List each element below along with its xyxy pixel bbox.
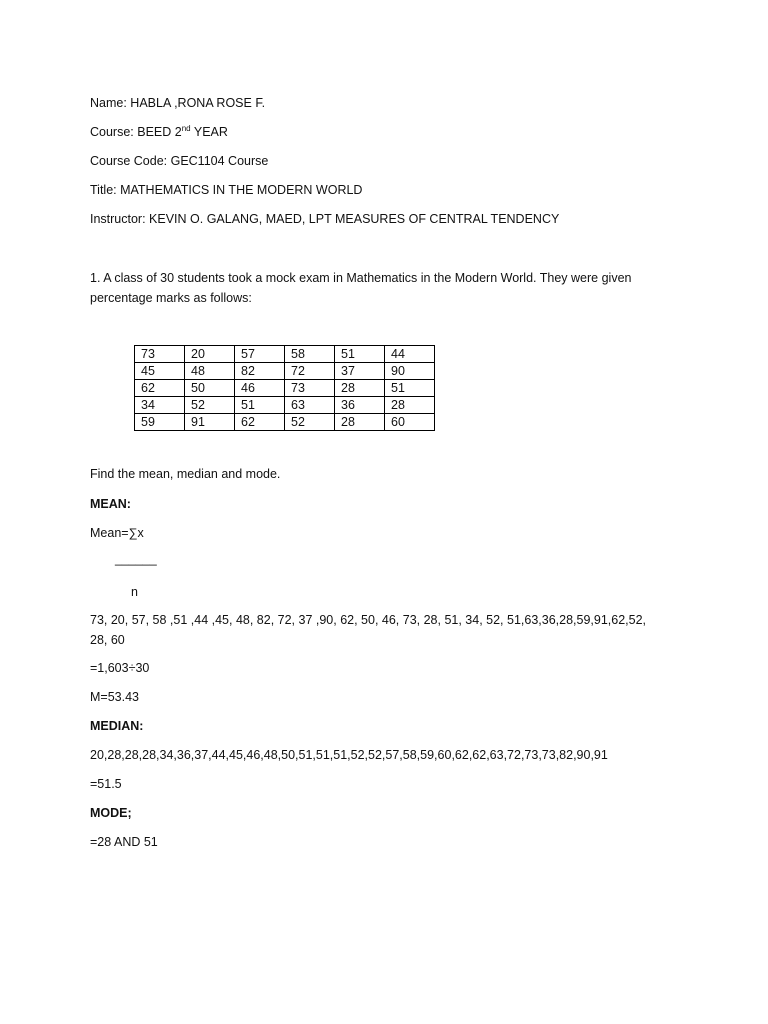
median-sorted-values: 20,28,28,28,34,36,37,44,45,46,48,50,51,51,51,52,52,57,58,59,60,62,62,63,72,73,73,82,90,91 [90, 748, 608, 762]
table-cell: 90 [385, 363, 435, 380]
table-cell: 73 [285, 380, 335, 397]
problem-instruction: Find the mean, median and mode. [90, 467, 281, 481]
table-row [135, 414, 435, 431]
table-cell: 91 [185, 414, 235, 431]
problem-statement: 1. A class of 30 students took a mock exam in Mathematics in the Modern World. They were given percentage marks as follows: [90, 271, 632, 305]
table-cell: 37 [335, 363, 385, 380]
table-cell: 50 [185, 380, 235, 397]
mean-formula-numerator: Mean=∑x [90, 526, 144, 540]
table-cell: 52 [285, 414, 335, 431]
table-row [135, 380, 435, 397]
mean-values: 73, 20, 57, 58 ,51 ,44 ,45, 48, 82, 72, 37 ,90, 62, 50, 46, 73, 28, 51, 34, 52, 51,63,36,28,59,91,62,52, 28, 60 [90, 613, 647, 647]
mean-formula-denominator: n [131, 585, 138, 599]
table-row [135, 363, 435, 380]
table-cell: 20 [185, 346, 235, 363]
table-cell: 82 [235, 363, 285, 380]
table-cell: 52 [185, 397, 235, 414]
table-row [135, 346, 435, 363]
table-row [135, 397, 435, 414]
table-cell: 34 [135, 397, 185, 414]
course-title: Title: MATHEMATICS IN THE MODERN WORLD [90, 183, 363, 197]
table-cell: 60 [385, 414, 435, 431]
course-superscript: nd [181, 123, 191, 133]
table-cell: 72 [285, 363, 335, 380]
table-cell: 57 [235, 346, 285, 363]
mode-heading: MODE; [90, 806, 132, 820]
median-heading: MEDIAN: [90, 719, 144, 733]
table-cell: 63 [285, 397, 335, 414]
instructor-line: Instructor: KEVIN O. GALANG, MAED, LPT MEASURES OF CENTRAL TENDENCY [90, 212, 560, 226]
table-cell: 51 [385, 380, 435, 397]
course-text: Course: BEED 2 [90, 125, 182, 139]
table-cell: 51 [235, 397, 285, 414]
median-result: =51.5 [90, 777, 122, 791]
table-cell: 48 [185, 363, 235, 380]
table-cell: 28 [335, 414, 385, 431]
table-cell: 28 [385, 397, 435, 414]
table-cell: 44 [385, 346, 435, 363]
table-cell: 45 [135, 363, 185, 380]
table-cell: 62 [135, 380, 185, 397]
mean-result: M=53.43 [90, 690, 139, 704]
course-year: YEAR [190, 125, 228, 139]
table-cell: 36 [335, 397, 385, 414]
course-code: Course Code: GEC1104 Course [90, 154, 269, 168]
table-cell: 28 [335, 380, 385, 397]
table-cell: 58 [285, 346, 335, 363]
mean-division: =1,603÷30 [90, 661, 150, 675]
mean-heading: MEAN: [90, 497, 131, 511]
table-cell: 62 [235, 414, 285, 431]
course-line [90, 124, 228, 140]
marks-table [134, 345, 435, 431]
mode-result: =28 AND 51 [90, 835, 158, 849]
table-cell: 73 [135, 346, 185, 363]
mean-formula-bar: ______ [115, 552, 157, 566]
table-cell: 46 [235, 380, 285, 397]
table-cell: 59 [135, 414, 185, 431]
student-name: Name: HABLA ,RONA ROSE F. [90, 96, 266, 110]
table-cell: 51 [335, 346, 385, 363]
